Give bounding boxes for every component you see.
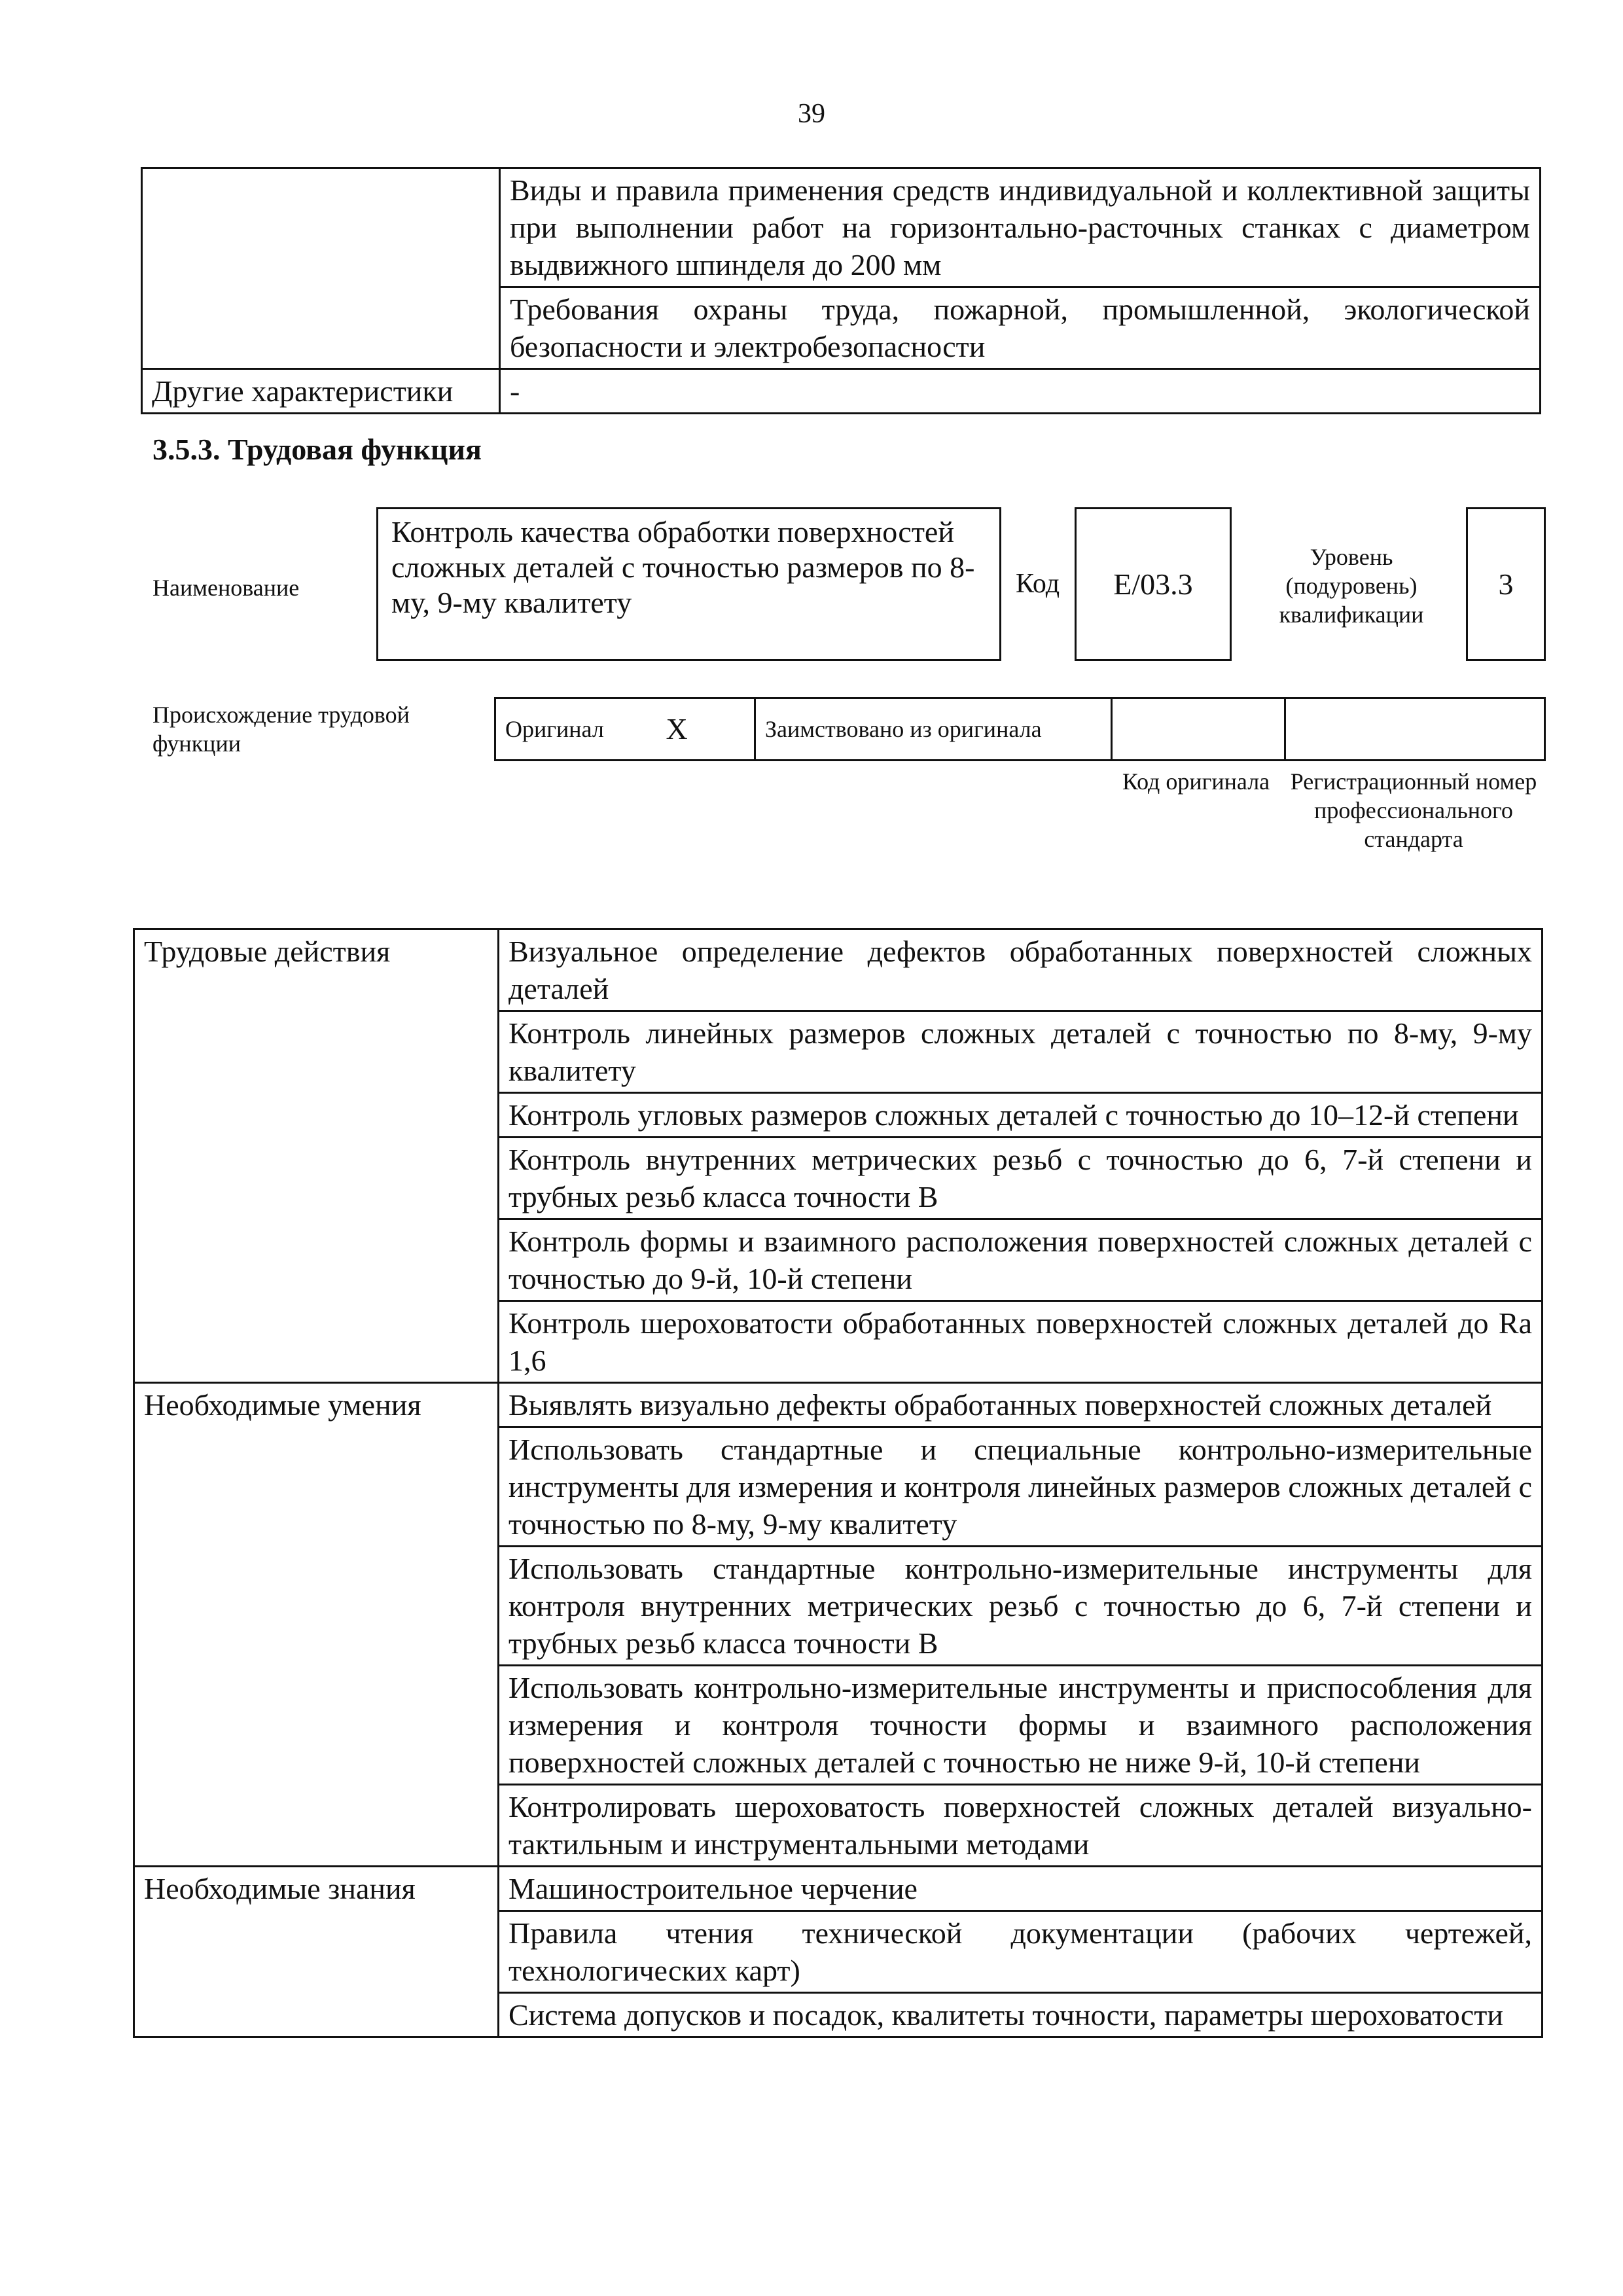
original-mark: X: [657, 698, 755, 761]
table-row: [134, 1383, 1543, 1427]
borrowed-label: Заимствовано из оригинала: [755, 698, 1112, 761]
level-value: 3: [1498, 567, 1514, 601]
row-label-empty: [142, 168, 500, 369]
table-row: [134, 929, 1543, 1011]
original-label: Оригинал: [495, 698, 657, 761]
function-name-box: [376, 507, 1001, 661]
table-cell: Использовать стандартные контрольно-измерительные инструменты для контроля внутренних метрических резьб с точностью до 6, 7-й степени и трубных резьб класса точности B: [499, 1547, 1543, 1666]
table-cell: -: [500, 369, 1541, 414]
table-cell: Выявлять визуально дефекты обработанных поверхностей сложных деталей: [499, 1383, 1543, 1427]
original-code-cell: [1112, 698, 1285, 761]
original-code-caption: Код оригинала: [1122, 768, 1270, 795]
section-label-labor-actions: Трудовые действия: [134, 929, 499, 1383]
table-row: [142, 168, 1541, 287]
section-title: 3.5.3. Трудовая функция: [152, 433, 482, 466]
level-box: [1466, 507, 1546, 661]
table-cell: Использовать контрольно-измерительные инструменты и приспособления для измерения и контроля точности формы и взаимного расположения поверхностей сложных деталей с точностью не ниже 9-й, 10-й степени: [499, 1666, 1543, 1785]
table-cell: Использовать стандартные и специальные контрольно-измерительные инструменты для измерения и контроля линейных размеров сложных деталей с точностью по 8-му, 9-му квалитету: [499, 1427, 1543, 1547]
top-table: [141, 167, 1541, 414]
name-label: Наименование: [152, 575, 300, 601]
reg-number-cell: [1285, 698, 1545, 761]
code-label: Код: [1016, 569, 1060, 599]
table-cell: Машиностроительное черчение: [499, 1867, 1543, 1911]
table-cell: Контроль линейных размеров сложных деталей с точностью по 8-му, 9-му квалитету: [499, 1011, 1543, 1093]
table-cell: Контроль шероховатости обработанных поверхностей сложных деталей до Ra 1,6: [499, 1301, 1543, 1383]
origin-table: [494, 697, 1546, 761]
section-label-knowledge: Необходимые знания: [134, 1867, 499, 2037]
table-cell: Визуальное определение дефектов обработанных поверхностей сложных деталей: [499, 929, 1543, 1011]
table-cell: Виды и правила применения средств индивидуальной и коллективной защиты при выполнении работ на горизонтально-расточных станках с диаметром выдвижного шпинделя до 200 мм: [500, 168, 1541, 287]
main-table: [133, 928, 1543, 2038]
reg-number-caption: Регистрационный номер профессионального стандарта: [1290, 768, 1537, 852]
table-cell: Контроль формы и взаимного расположения поверхностей сложных деталей с точностью до 9-й, 10-й степени: [499, 1219, 1543, 1301]
table-cell: Контролировать шероховатость поверхностей сложных деталей визуально-тактильным и инструментальными методами: [499, 1785, 1543, 1867]
table-cell: Контроль угловых размеров сложных деталей с точностью до 10–12-й степени: [499, 1093, 1543, 1138]
level-label: Уровень (подуровень) квалификации: [1279, 544, 1424, 628]
table-cell: Контроль внутренних метрических резьб с точностью до 6, 7-й степени и трубных резьб класса точности B: [499, 1138, 1543, 1219]
table-cell: Система допусков и посадок, квалитеты точности, параметры шероховатости: [499, 1993, 1543, 2037]
code-box: [1075, 507, 1232, 661]
row-label-other-characteristics: Другие характеристики: [142, 369, 500, 414]
origin-label: Происхождение трудовой функции: [152, 702, 410, 757]
function-name-value: Контроль качества обработки поверхностей сложных деталей с точностью размеров по 8-му, 9-му квалитету: [391, 515, 975, 619]
section-label-skills: Необходимые умения: [134, 1383, 499, 1867]
code-value: E/03.3: [1113, 567, 1193, 601]
table-row: [142, 369, 1541, 414]
table-cell: Правила чтения технической документации (рабочих чертежей, технологических карт): [499, 1911, 1543, 1993]
table-row: [495, 698, 1545, 761]
table-row: [134, 1867, 1543, 1911]
table-cell: Требования охраны труда, пожарной, промышленной, экологической безопасности и электробезопасности: [500, 287, 1541, 369]
page-number: 39: [798, 99, 825, 129]
